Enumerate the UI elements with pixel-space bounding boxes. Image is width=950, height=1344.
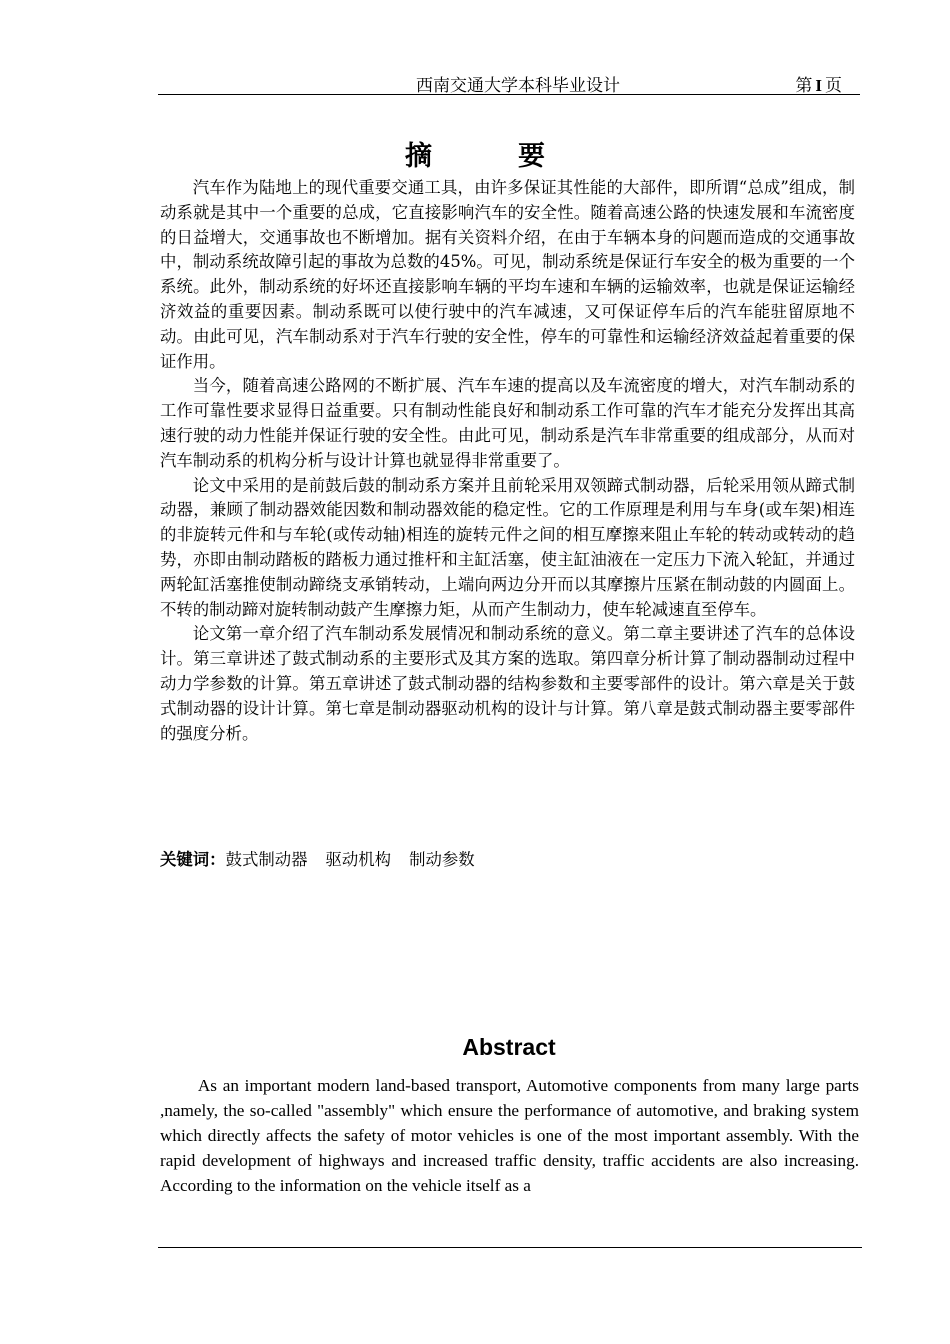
abstract-cn-body [160, 176, 855, 746]
keywords-label: 关键词： [160, 850, 226, 869]
abstract-cn-paragraph: 汽车作为陆地上的现代重要交通工具，由许多保证其性能的大部件，即所谓“总成”组成，制动系就是其中一个重要的总成，它直接影响汽车的安全性。随着高速公路的快速发展和车流密度的日益增大，交通事故也不断增加。据有关资料介绍，在由于车辆本身的问题而造成的交通事故中，制动系统故障引起的事故为总数的45%。可见，制动系统是保证行车安全的极为重要的一个系统。此外，制动系统的好坏还直接影响车辆的平均车速和车辆的运输效率，也就是保证运输经济效益的重要因素。制动系既可以使行驶中的汽车减速，又可保证停车后的汽车能驻留原地不动。由此可见，汽车制动系对于汽车行驶的安全性，停车的可靠性和运输经济效益起着重要的保证作用。 [160, 178, 855, 371]
abstract-cn-paragraph: 当今，随着高速公路网的不断扩展、汽车车速的提高以及车流密度的增大，对汽车制动系的工作可靠性要求显得日益重要。只有制动性能良好和制动系工作可靠的汽车才能充分发挥出其高速行驶的动力性能并保证行驶的安全性。由此可见，制动系是汽车非常重要的组成部分，从而对汽车制动系的机构分析与设计计算也就显得非常重要了。 [160, 376, 855, 470]
abstract-cn-paragraph: 论文中采用的是前鼓后鼓的制动系方案并且前轮采用双领蹄式制动器，后轮采用领从蹄式制动器，兼顾了制动器效能因数和制动器效能的稳定性。它的工作原理是利用与车身(或车架)相连的非旋转元件和与车轮(或传动轴)相连的旋转元件之间的相互摩擦来阻止车轮的转动或转动的趋势，亦即由制动踏板的踏板力通过推杆和主缸活塞，使主缸油液在一定压力下流入轮缸，并通过两轮缸活塞推使制动蹄绕支承销转动，上端向两边分开而以其摩擦片压紧在制动鼓的内圆面上。不转的制动蹄对旋转制动鼓产生摩擦力矩，从而产生制动力，使车轮减速直至停车。 [160, 475, 855, 619]
header-title: 西南交通大学本科毕业设计 [416, 76, 620, 96]
footer-divider [158, 1247, 862, 1248]
abstract-en-body [160, 1073, 859, 1198]
keyword: 驱动机构 [325, 850, 392, 869]
keyword: 鼓式制动器 [225, 850, 308, 869]
page-suffix: 页 [825, 76, 842, 96]
keywords [160, 848, 493, 872]
abstract-cn-title: 摘要 [405, 141, 631, 172]
header-page-number [795, 71, 842, 96]
abstract-cn-paragraph: 论文第一章介绍了汽车制动系发展情况和制动系统的意义。第二章主要讲述了汽车的总体设计。第三章讲述了鼓式制动系的主要形式及其方案的选取。第四章分析计算了制动器制动过程中动力学参数的计算。第五章讲述了鼓式制动器的结构参数和主要零部件的设计。第六章是关于鼓式制动器的设计计算。第七章是制动器驱动机构的设计与计算。第八章是鼓式制动器主要零部件的强度分析。 [160, 624, 855, 743]
keyword: 制动参数 [409, 850, 475, 869]
page-number: I [815, 76, 822, 95]
page-prefix: 第 [795, 76, 813, 96]
abstract-en-title: Abstract [462, 1034, 556, 1060]
page-header [158, 70, 860, 95]
abstract-en-paragraph: As an important modern land-based transport, Automotive components from many large parts ,namely, the so-called "assembly" which ensure the performance of automotive, and braking system which directly affects the safety of motor vehicles is one of the most important assembly. With the rapid development of highways and increased traffic density, traffic accidents are also increasing. According to the information on the vehicle itself as a [160, 1076, 859, 1195]
